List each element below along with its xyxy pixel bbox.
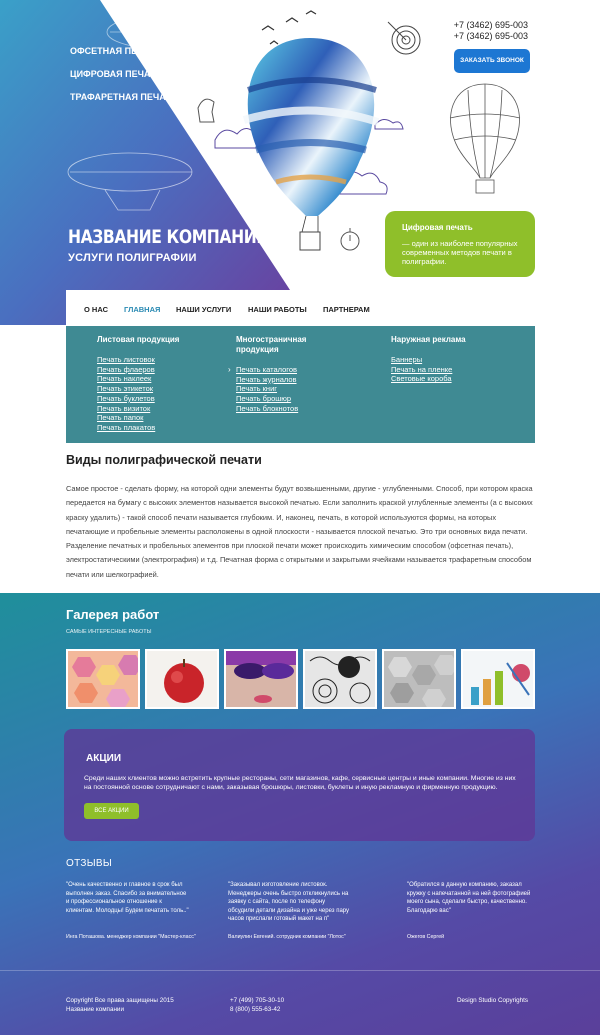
menu-column-title: Многостраничная продукция [236, 335, 307, 354]
bottom-section [0, 593, 600, 1035]
menu-item[interactable]: Печать журналов [236, 374, 297, 384]
service-links [70, 46, 180, 115]
all-promotions-button[interactable]: ВСЕ АКЦИИ [84, 803, 139, 819]
company-brand [68, 226, 313, 265]
gallery-thumb-apple[interactable] [145, 649, 219, 709]
nav-services[interactable]: НАШИ УСЛУГИ [176, 305, 232, 314]
nav-partners[interactable]: ПАРТНЕРАМ [323, 305, 370, 314]
footer-company-name: Название компании [66, 1006, 124, 1013]
review-author: Ожегов Сергей [407, 934, 445, 940]
service-link-screen[interactable]: ТРАФАРЕТНАЯ ПЕЧАТЬ [70, 92, 178, 102]
promo-title: Цифровая печать [402, 223, 473, 232]
menu-item[interactable]: Печать плакатов [97, 422, 156, 432]
article-text: Самое простое - сделать форму, на которой одни элементы будут возвышенными, другие - углубленными. Способ, при котором краска передается на бумагу с высоких элементов называется высокой печатью. Если заполнить краской углубленные элементы (а с высоких краску удалить) - такой способ печати называется глубоким. И, наконец, печать, в которой используются формы, на которых печатающие и пробельные элементы расположены в одной плоскости - называется плоской печатью. Это три основных вида печати. Разделение печатных и пробельных элементов при плоской печати может происходить химическим способом (офсетная печать), электростатическими (электрография) и т.д. Печатная форма с открытыми и закрытыми ячейками называется трафаретным способом печати или шелкографией. [66, 484, 533, 579]
menu-column-title: Листовая продукция [97, 335, 180, 344]
reviews-title: ОТЗЫВЫ [66, 858, 112, 869]
footer-copyright [66, 996, 174, 1014]
menu-item[interactable]: Баннеры [391, 355, 423, 364]
chevron-right-icon: › [228, 365, 231, 374]
menu-item[interactable]: Печать блокнотов [236, 403, 299, 413]
gallery [66, 649, 535, 709]
company-name: НАЗВАНИЕ КОМПАНИИ [68, 226, 269, 248]
promotions-block [64, 729, 535, 841]
menu-item[interactable]: Печать на пленке [391, 364, 453, 374]
menu-item[interactable]: Печать наклеек [97, 374, 152, 384]
review-author: Валиулин Евгений. сотрудник компании "Лотос" [228, 934, 346, 940]
promo-text: — один из наиболее популярных современных методов печати в полиграфии. [402, 239, 518, 266]
footer-phones [230, 996, 284, 1014]
menu-column-title: Наружная реклама [391, 335, 466, 344]
review-text: "Заказывал изготовление листовок. Менеджеры очень быстро откликнулись на заявку с сайта, после по телефону обсудили детали дизайна и уже через пару часов прислали готовый макет на п" [228, 882, 350, 922]
service-link-offset[interactable]: ОФСЕТНАЯ ПЕЧАТЬ [70, 46, 162, 56]
review-card [66, 881, 196, 940]
main-nav [66, 292, 535, 326]
promo-card [385, 211, 535, 277]
phone-block [454, 20, 528, 42]
footer-studio [457, 996, 528, 1005]
review-text: "Очень качественно и главное в срок был выполнен заказ. Спасибо за внимательное и профессиональное отношение к клиентам. Молодцы! Будем печатать толь.." [66, 882, 189, 914]
gallery-thumb-hexagons-colored[interactable] [66, 649, 140, 709]
menu-item[interactable]: Печать папок [97, 413, 144, 423]
menu-column-multipage [228, 335, 346, 414]
menu-column-outdoor [391, 335, 501, 384]
nav-works[interactable]: НАШИ РАБОТЫ [248, 305, 307, 314]
gallery-thumb-doodle-design[interactable] [303, 649, 377, 709]
menu-item[interactable]: Световые короба [391, 374, 452, 384]
menu-item[interactable]: Печать флаеров [97, 364, 155, 374]
review-card [228, 881, 353, 940]
menu-item[interactable]: Печать листовок [97, 355, 155, 364]
balloon-illustration [244, 38, 378, 250]
review-author: Инга Поташова. менеджер компании "Мастер-класс" [66, 934, 196, 940]
gallery-title: Галерея работ [66, 607, 160, 622]
gallery-subtitle: САМЫЕ ИНТЕРЕСНЫЕ РАБОТЫ [66, 629, 152, 635]
menu-item[interactable]: Печать брошюр [236, 394, 292, 404]
footer-divider [0, 970, 600, 971]
copyright-text: Copyright Все права защищены 2015 [66, 997, 174, 1004]
footer-phone: +7 (499) 705-30-10 [230, 997, 285, 1004]
review-text: "Обратился в данную компанию, заказал кружку с напечатанной на ней фотографией моего сына, сделали быстро, качественно. Благодарю вас" [407, 882, 531, 914]
gallery-thumb-face-glasses[interactable] [224, 649, 298, 709]
menu-item[interactable]: Печать визиток [97, 403, 151, 413]
service-link-digital[interactable]: ЦИФРОВАЯ ПЕЧАТЬ [70, 69, 162, 79]
phone-number: +7 (3462) 695-003 [453, 20, 528, 30]
studio-credit[interactable]: Design Studio Copyrights [457, 997, 529, 1004]
nav-about[interactable]: О НАС [84, 305, 108, 314]
menu-item[interactable]: Печать книг [236, 384, 278, 394]
gallery-thumb-hexagons-gray[interactable] [382, 649, 456, 709]
promotions-title: АКЦИИ [86, 753, 122, 764]
review-card [407, 881, 532, 940]
menu-item[interactable]: Печать каталогов [236, 365, 297, 374]
menu-column-leaflets [97, 335, 217, 433]
article-section [66, 452, 536, 582]
phone-number: +7 (3462) 695-003 [453, 31, 528, 41]
footer-phone: 8 (800) 555-63-42 [230, 1006, 281, 1013]
menu-item[interactable]: Печать буклетов [97, 393, 155, 403]
promotions-text: Среди наших клиентов можно встретить крупные рестораны, сети магазинов, кафе, сервисные центры и иные компании. Многие из них на постоянной основе сотрудничают с нами, заказывая брошюры, листовки, буклеты и иную рекламную и фирменную продукцию. [84, 775, 516, 791]
nav-home[interactable]: ГЛАВНАЯ [124, 305, 161, 314]
gallery-thumb-infographic[interactable] [461, 649, 535, 709]
order-call-button[interactable]: ЗАКАЗАТЬ ЗВОНОК [454, 49, 530, 73]
article-title: Виды полиграфической печати [66, 453, 262, 467]
company-subtitle: УСЛУГИ ПОЛИГРАФИИ [68, 252, 197, 264]
menu-item[interactable]: Печать этикеток [97, 384, 154, 394]
hero-section [0, 0, 600, 325]
services-dropdown-menu [66, 326, 535, 443]
